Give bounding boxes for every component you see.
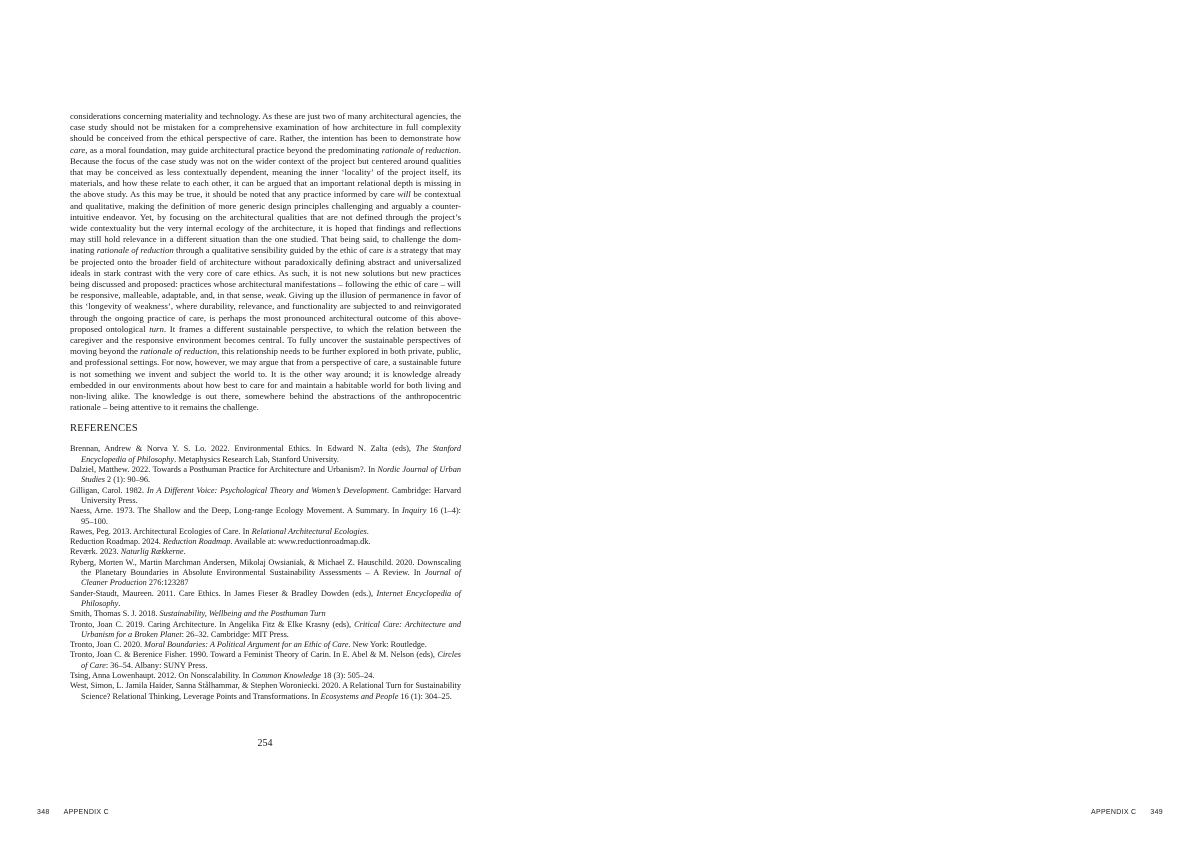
- reference-entry: Tronto, Joan C. & Berenice Fisher. 1990. Toward a Feminist Theory of Carin. In E. Abel & M. Nelson (eds), Circles of Care: 36–54. Albany: SUNY Press.: [70, 650, 461, 670]
- footer-left: [37, 809, 109, 816]
- reference-entry: West, Simon, L. Jamila Haider, Sanna Stålhammar, & Stephen Woroniecki. 2020. A Relational Turn for Sustainability Science? Relational Thinking, Leverage Points and Transformations. In Ecosystems and People 16 (1): 304–25.: [70, 681, 461, 701]
- references-heading: REFERENCES: [70, 423, 138, 435]
- footer-right-page-number: 349: [1150, 809, 1163, 816]
- reference-entry: Dalziel, Matthew. 2022. Towards a Posthuman Practice for Architecture and Urbanism?. In Nordic Journal of Urban Studies 2 (1): 90–96.: [70, 465, 461, 485]
- body-paragraph: considerations concerning materiality and technology. As these are just two of many architectural agencies, the case study should not be mistaken for a comprehensive examination of how architecture in full complexity should be conceived from the ethical perspective of care. Rather, the intention has been to demonstrate how care, as a moral foundation, may guide architectural practice beyond the predominating rationale of reduction. Because the focus of the case study was not on the wider context of the project but centered around qualities that may be conceived as less contextually dependent, meaning the inner ‘locality’ of the project itself, its materials, and how these relate to each other, it can be argued that an important relational depth is missing in the above study. As this may be true, it should be noted that any practice informed by care will be contextual and qualitative, making the definition of more generic design principles challenging and arguably a counter-intuitive endeavor. Yet, by focusing on the architectural qualities that are not defined through the project’s wide contextuality but the very internal ecology of the architecture, it is hoped that findings and reflections may still hold relevance in a different situation than the one studied. That being said, to challenge the dominating rationale of reduction through a qualitative sensibility guided by the ethic of care is a strategy that may be projected onto the broader field of architecture without paradoxically defining abstract and universalized ideals in stark contrast with the very core of care ethics. As such, it is not new solutions but new practices being discussed and proposed: practices whose architectural manifestations – following the ethic of care – will be responsive, malleable, adaptable, and, in that sense, weak. Giving up the illusion of permanence in favor of this ‘longevity of weakness’, where durability, relevance, and functionality are subjected to and reinvigorated through the ongoing practice of care, is perhaps the most pronounced architectural outcome of this above-proposed ontological turn. It frames a different sustainable perspective, to which the relation between the caregiver and the responsive environment becomes central. To fully uncover the sustainable perspectives of moving beyond the rationale of reduction, this relationship needs to be further explored in both private, public, and professional settings. For now, however, we may argue that from a perspective of care, a sustainable future is not something we invent and subject the world to. It is the other way around; it is knowledge already embedded in our environments about how best to care for and maintain a habitable world for both living and non-living alike. The knowledge is out there, somewhere behind the abstractions of the anthropocentric rationale – being attentive to it remains the challenge.: [70, 111, 462, 413]
- reference-entry: Gilligan, Carol. 1982. In A Different Voice: Psychological Theory and Women’s Development. Cambridge: Harvard University Press.: [70, 485, 461, 505]
- reference-entry: Tronto, Joan C. 2020. Moral Boundaries: A Political Argument for an Ethic of Care. New York: Routledge.: [70, 640, 427, 650]
- reference-entry: Reduction Roadmap. 2024. Reduction Roadmap. Available at: www.reductionroadmap.dk.: [70, 537, 371, 547]
- reference-entry: Tronto, Joan C. 2019. Caring Architecture. In Angelika Fitz & Elke Krasny (eds), Critical Care: Architecture and Urbanism for a Broken Planet: 26–32. Cambridge: MIT Press.: [70, 619, 461, 639]
- text-column: [70, 111, 461, 702]
- reference-entry: Sander-Staudt, Maureen. 2011. Care Ethics. In James Fieser & Bradley Dowden (eds.), Internet Encyclopedia of Philosophy.: [70, 588, 461, 608]
- reference-entry: Naess, Arne. 1973. The Shallow and the Deep, Long-range Ecology Movement. A Summary. In Inquiry 16 (1–4): 95–100.: [70, 506, 461, 526]
- footer-left-label: APPENDIX C: [63, 809, 109, 816]
- reference-entry: Brennan, Andrew & Norva Y. S. Lo. 2022. Environmental Ethics. In Edward N. Zalta (eds), The Stanford Encyclopedia of Philosophy. Metaphysics Research Lab, Stanford University.: [70, 444, 461, 464]
- reference-entry: Reværk. 2023. Naturlig Rækkerne.: [70, 547, 186, 557]
- page-number: 254: [257, 738, 273, 749]
- footer-left-page-number: 348: [37, 809, 50, 816]
- reference-entry: Rawes, Peg. 2013. Architectural Ecologies of Care. In Relational Architectural Ecologies.: [70, 526, 369, 536]
- references-list: [70, 444, 461, 701]
- reference-entry: Smith, Thomas S. J. 2018. Sustainability, Wellbeing and the Posthuman Turn: [70, 609, 326, 619]
- reference-entry: Tsing, Anna Lowenhaupt. 2012. On Nonscalability. In Common Knowledge 18 (3): 505–24.: [70, 671, 375, 681]
- footer-right-label: APPENDIX C: [1091, 809, 1137, 816]
- footer-right: [1091, 809, 1163, 816]
- reference-entry: Ryberg, Morten W., Martin Marchman Andersen, Mikolaj Owsianiak, & Michael Z. Hauschild. 2020. Downscaling the Planetary Boundaries in Absolute Environmental Sustainability Assessments – A Review. In Journal of Cleaner Production 276:123287: [70, 557, 461, 588]
